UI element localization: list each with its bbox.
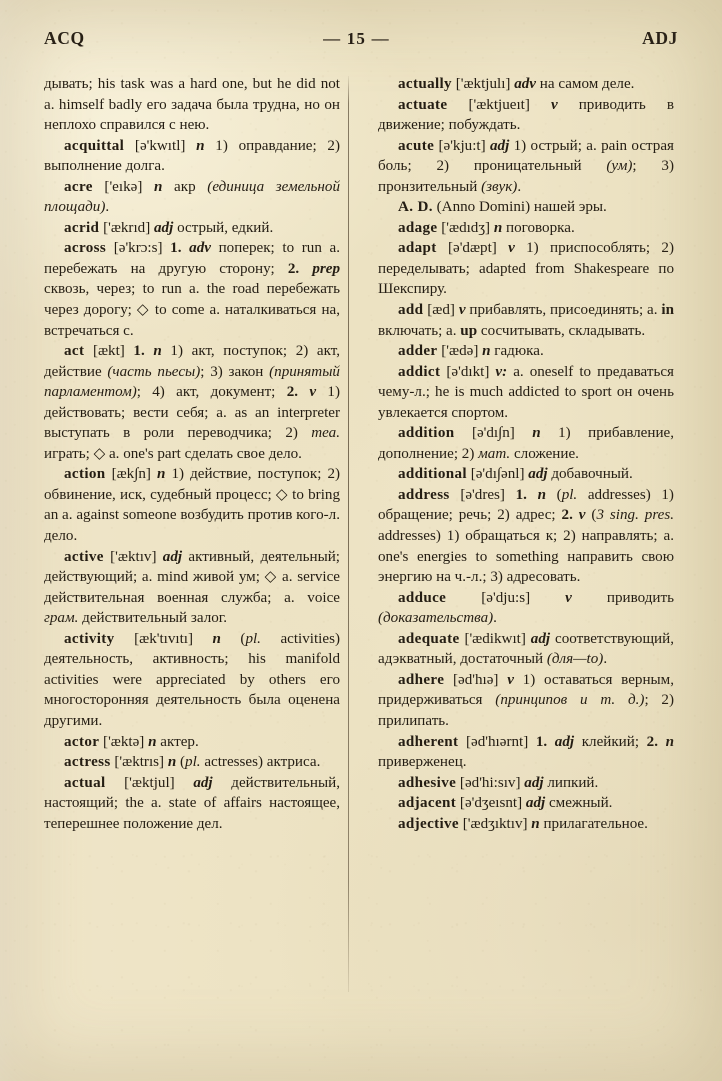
entry-text-run: на самом деле. (536, 76, 635, 92)
dictionary-entry (44, 136, 340, 177)
entry-pronunciation: ['ædikwıt] (459, 630, 526, 647)
entry-headword: addition (398, 425, 455, 442)
dictionary-entry (378, 464, 674, 485)
header-right-guideword: ADJ (642, 28, 678, 48)
entry-pronunciation: [əd'hıərnt] (458, 733, 529, 750)
dictionary-entry (44, 177, 340, 218)
entry-pronunciation: ['æktıv] (103, 548, 157, 565)
entry-text-run: 1. (528, 733, 555, 750)
dictionary-entry (44, 732, 340, 753)
entry-text-run: . (603, 651, 608, 668)
entry-text-run: 1) приспособлять; 2) переделывать; adapted from Shakespeare по Шекспиру. (378, 240, 674, 298)
entry-text-run: ( (546, 486, 562, 503)
entry-text-run: 2. (286, 384, 310, 401)
entry-text-run: activities) деятельность, активность; his manifold activities were appreciated by others его многосторонняя деятельность была оценена другими. (44, 630, 340, 729)
entry-text-run: приводить в движение; побуждать. (378, 96, 674, 134)
entry-text-run: 1) прибавление, дополнение; 2) (378, 425, 675, 462)
entry-headword: across (64, 240, 107, 257)
header-left-guideword: ACQ (44, 28, 85, 48)
entry-part-of-speech: adj (520, 774, 544, 791)
entry-pronunciation: ['æktjul] (105, 774, 175, 791)
entry-text-run: actresses) актриса. (200, 754, 321, 771)
entry-text-run: поговорка. (502, 219, 575, 236)
dictionary-entry (378, 362, 674, 424)
entry-headword: adhere (398, 671, 445, 688)
entry-part-of-speech: n (185, 137, 205, 154)
entry-headword: A. D. (398, 199, 433, 216)
entry-text-run: действительный, настоящий; the a. state of affairs настоящее, теперешнее положение дел. (44, 774, 341, 832)
entry-text-run: клейкий; (574, 733, 647, 750)
entry-text-run: adv (189, 240, 211, 257)
entry-part-of-speech: adv (510, 76, 537, 92)
dictionary-entry (378, 732, 674, 773)
dictionary-entry (378, 814, 674, 835)
entry-text-run: prep (312, 260, 341, 277)
entry-text-run: 1) действовать; вести себя; a. as an interpreter выступать в роли переводчика; 2) (44, 384, 340, 442)
left-column (44, 74, 350, 834)
dictionary-entry (378, 95, 674, 136)
entry-text-run: 3 sing. pres. (596, 507, 674, 524)
entry-text-run: гадюка. (490, 343, 544, 360)
entry-text-run: addresses) 1) обращение; речь; 2) адрес; (378, 486, 674, 524)
entry-headword: actor (64, 733, 100, 750)
entry-part-of-speech: n (490, 219, 503, 236)
entry-headword: actually (398, 76, 452, 92)
entry-text-run: дывать; his task was a hard one, but he did not a. himself badly его задача была трудна, но он неплохо справился с нею. (44, 76, 340, 134)
dictionary-entry (378, 793, 674, 814)
entry-text-run: v (309, 384, 317, 401)
entry-pronunciation: [æk∫n] (105, 466, 151, 483)
entry-text-run: 1. (504, 486, 538, 503)
entry-headword: acquittal (64, 137, 125, 154)
dictionary-entry (44, 752, 340, 773)
entry-pronunciation: ['eıkə] (92, 178, 143, 195)
entry-part-of-speech: n (193, 630, 221, 647)
entry-text-run: . (517, 178, 522, 195)
entry-pronunciation: [ə'kju:t] (434, 137, 486, 154)
entry-headword: acrid (64, 219, 100, 236)
entry-text-run: 1. (124, 343, 154, 360)
entry-pronunciation: [æk'tıvıtı] (114, 630, 193, 647)
two-column-body (44, 74, 678, 834)
entry-text-run: сквозь, через; to run a. the road перебежать через дорогу; ◇ to come a. наталкиваться на, встречаться с. (44, 281, 340, 339)
entry-headword: additional (398, 466, 467, 483)
dictionary-entry (378, 341, 674, 362)
dictionary-entry (378, 588, 674, 629)
entry-part-of-speech: v (498, 671, 514, 688)
entry-text-run: n (537, 486, 546, 503)
entry-text-run: 2. (646, 733, 666, 750)
entry-text-run: 1. (162, 240, 190, 257)
entry-headword: action (64, 466, 106, 483)
entry-text-run: pl. (185, 754, 201, 771)
entry-pronunciation: [ə'dju:s] (446, 589, 531, 606)
entry-text-run: adj (554, 733, 575, 750)
entry-part-of-speech: adj (524, 466, 548, 483)
entry-part-of-speech: v: (489, 363, 508, 380)
entry-headword: actuate (398, 96, 448, 113)
entry-headword: adage (398, 219, 438, 236)
entry-pronunciation: [ə'dı∫n] (454, 425, 515, 442)
dictionary-entry (378, 485, 674, 588)
entry-text-run: addresses) 1) обращаться к; 2) направлять; a. one's energies to something направить свою энергию на ч.-л.; 3) адресовать. (378, 528, 674, 586)
dictionary-entry (44, 629, 340, 732)
dictionary-entry (378, 74, 674, 95)
entry-headword: adder (398, 343, 438, 360)
entry-text-run: ; 2) прилипать. (378, 692, 675, 729)
entry-pronunciation: [ə'dı∫ənl] (466, 466, 525, 483)
dictionary-entry (378, 136, 674, 198)
entry-part-of-speech: adj (522, 795, 546, 812)
entry-text-run: 1) акт, поступок; 2) акт, действие (44, 343, 340, 380)
entry-headword: actress (64, 754, 111, 771)
right-column (350, 74, 674, 834)
entry-text-run: . (493, 610, 497, 627)
entry-text-run: v (578, 507, 586, 524)
entry-part-of-speech: n (527, 815, 540, 832)
entry-pronunciation: [ə'dres] (449, 486, 505, 503)
entry-part-of-speech: n (514, 425, 541, 442)
entry-headword: adduce (398, 589, 447, 606)
entry-headword: address (398, 486, 450, 503)
entry-pronunciation: ['æktjulı] (451, 76, 511, 92)
entry-text-run: 2. (561, 507, 579, 524)
entry-text-run: акр (162, 178, 208, 195)
entry-text-run: смежный. (545, 795, 613, 812)
entry-part-of-speech: v (454, 302, 466, 319)
entry-headword: adjacent (398, 795, 457, 812)
dictionary-entry (378, 629, 674, 670)
entry-part-of-speech: n (478, 343, 491, 360)
entry-text-run: 1) оставаться верным, придерживаться (378, 671, 675, 709)
entry-text-run: (звук) (481, 178, 518, 195)
entry-pronunciation: ['ædʒıktıv] (458, 815, 528, 832)
entry-headword: adherent (398, 733, 459, 750)
dictionary-entry (378, 670, 674, 732)
entry-text-run: ( (176, 754, 186, 771)
entry-part-of-speech: v (530, 589, 572, 606)
entry-text-run: in (661, 302, 674, 319)
entry-pronunciation: ['ædıdʒ] (437, 219, 491, 236)
entry-text-run: (часть пьесы) (107, 363, 201, 380)
entry-part-of-speech: adj (485, 137, 510, 154)
entry-text-run: 1) оправдание; 2) выполнение долга. (44, 137, 340, 175)
entry-text-run: ( (585, 507, 597, 524)
dictionary-entry (378, 197, 674, 218)
entry-text-run: pl. (561, 486, 578, 503)
entry-text-run: сложение. (510, 445, 579, 462)
entry-headword: adapt (398, 240, 437, 257)
running-header (44, 28, 678, 52)
entry-text-run: ( (220, 630, 246, 647)
entry-pronunciation: [ækt] (84, 343, 125, 360)
dictionary-entry (44, 238, 340, 341)
entry-part-of-speech: adj (525, 630, 551, 647)
entry-headword: acre (64, 178, 93, 195)
dictionary-entry (44, 341, 340, 464)
entry-text-run: соответствующий, адэкватный, достаточный (378, 630, 674, 668)
entry-headword: adjective (398, 815, 459, 832)
entry-text-run: прилагательное. (539, 815, 648, 832)
entry-part-of-speech: n (142, 178, 163, 195)
entry-part-of-speech: n (164, 754, 177, 771)
entry-continuation (44, 74, 340, 136)
entry-text-run: . (105, 199, 110, 216)
entry-pronunciation: [ə'dʒeısnt] (456, 795, 523, 812)
dictionary-entry (44, 547, 340, 629)
dictionary-entry (378, 300, 674, 341)
entry-text-run: 1) действие, поступок; 2) обвинение, иск, судебный процесс; ◇ to bring an a. against someone возбудить против кого-л. дело. (44, 466, 341, 545)
entry-headword: activity (64, 630, 115, 647)
entry-text-run: 1) острый; a. pain острая боль; 2) проницательный (378, 137, 674, 175)
dictionary-entry (378, 423, 674, 464)
dictionary-entry (44, 773, 340, 835)
entry-text-run: мат. (478, 445, 511, 462)
entry-pronunciation: [ə'krɔ:s] (106, 240, 163, 257)
entry-text-run: (принятый парламентом) (44, 363, 340, 401)
entry-text-run: pl. (245, 630, 261, 647)
entry-text-run: приверженец. (378, 754, 467, 771)
entry-text-run: актер. (156, 733, 199, 750)
entry-text-run: ; 4) акт, документ; (136, 384, 287, 401)
entry-text-run: действительный залог. (78, 610, 228, 627)
entry-headword: addict (398, 363, 441, 380)
entry-pronunciation: ['æktjueıt] (447, 96, 530, 113)
entry-text-run: n (153, 343, 162, 360)
entry-pronunciation: ['æktrıs] (110, 754, 165, 771)
entry-text-run: активный, деятельный; действующий; a. mind живой ум; ◇ a. service действительная военная служба; a. voice (44, 548, 340, 606)
entry-text-run: грам. (44, 610, 79, 627)
entry-pronunciation: [ə'dæpt] (436, 240, 497, 257)
entry-headword: acute (398, 137, 435, 154)
dictionary-entry (378, 238, 674, 300)
entry-text-run: up (460, 322, 478, 339)
entry-text-run: ; 3) закон (200, 363, 270, 380)
entry-pronunciation: [ə'dıkt] (440, 363, 490, 380)
entry-text-run: (доказательства) (378, 610, 494, 627)
entry-text-run: ; 3) пронзительный (378, 158, 674, 195)
entry-pronunciation: ['ædə] (437, 343, 479, 360)
page-number: — 15 — (323, 29, 390, 48)
entry-part-of-speech: adj (174, 774, 213, 791)
entry-text-run: играть; ◇ a. one's part сделать свое дело. (44, 445, 302, 462)
entry-text-run: включать; a. (378, 322, 461, 339)
entry-pronunciation: [æd] (423, 302, 455, 319)
dictionary-entry (378, 218, 674, 239)
entry-part-of-speech: adj (156, 548, 183, 565)
entry-part-of-speech: n (150, 466, 166, 483)
entry-text-run: острый, едкий. (173, 219, 274, 236)
dictionary-entry (44, 464, 340, 546)
entry-text-run: (единица земельной площади) (44, 178, 340, 216)
entry-text-run: (принципов и т. д.) (495, 692, 645, 709)
entry-headword: actual (64, 774, 106, 791)
entry-part-of-speech: v (529, 96, 558, 113)
entry-pronunciation: [əd'hıə] (444, 671, 499, 688)
entry-text-run: прибавлять, присоединять; a. (465, 302, 662, 319)
entry-headword: active (64, 548, 104, 565)
entry-pronunciation: ['ækrıd] (99, 219, 151, 236)
dictionary-entry (44, 218, 340, 239)
dictionary-entry (378, 773, 674, 794)
entry-text-run: теа. (311, 425, 340, 442)
entry-pronunciation: [əd'hi:sıv] (456, 774, 521, 791)
entry-text-run: a. oneself to предаваться чему-л.; he is much addicted to sport он очень увлекается спортом. (378, 363, 674, 421)
entry-text-run: сосчитывать, складывать. (477, 322, 646, 339)
entry-text-run: приводить (571, 589, 674, 606)
entry-headword: adequate (398, 630, 460, 647)
entry-text-run: n (665, 733, 674, 750)
entry-pronunciation: [ə'kwıtl] (124, 137, 186, 154)
entry-text-run: 2. (287, 260, 313, 277)
entry-text-run: (Anno Domini) нашей эры. (432, 199, 607, 216)
entry-part-of-speech: n (144, 733, 157, 750)
entry-pronunciation: ['æktə] (99, 733, 145, 750)
entry-text-run: поперек; to run a. перебежать на другую сторону; (44, 240, 340, 277)
entry-part-of-speech: adj (150, 219, 174, 236)
entry-text-run: добавочный. (547, 466, 633, 483)
entry-headword: adhesive (398, 774, 457, 791)
entry-text-run: (ум) (606, 158, 633, 175)
entry-headword: act (64, 343, 85, 360)
entry-headword: add (398, 302, 424, 319)
entry-text-run: липкий. (543, 774, 599, 791)
entry-text-run: (для—to) (546, 651, 604, 668)
entry-part-of-speech: v (496, 240, 515, 257)
